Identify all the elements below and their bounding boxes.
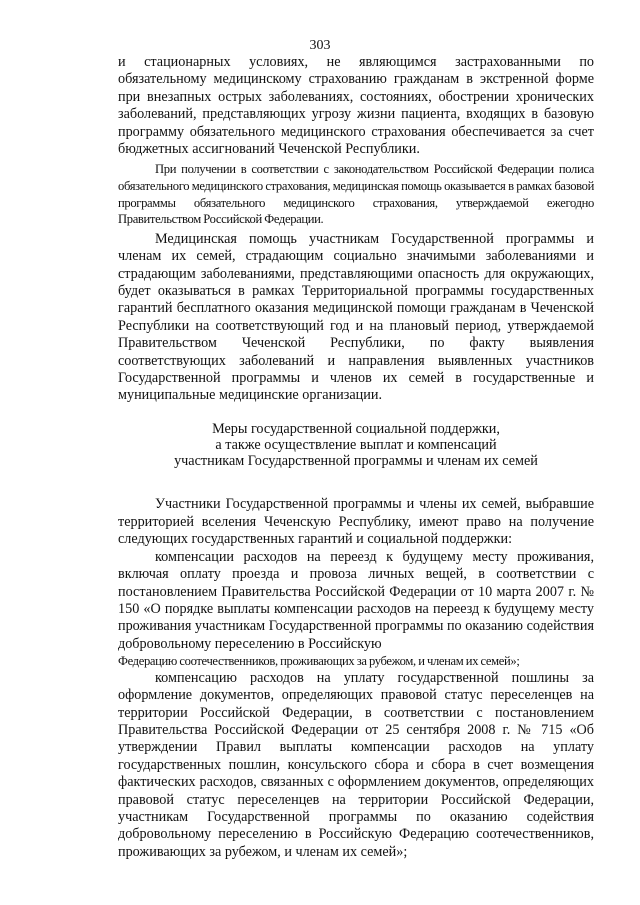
paragraph-3: Медицинская помощь участникам Государственной программы и членам их семей, страдающим социально значимыми заболеваниями и страдающим заболеваниями, представляющими опасность для окружающих, будет оказываться в рамках Территориальной программы государственных гарантий бесплатного оказания медицинской помощи гражданам в Чеченской Республики на соответствующий год и на плановый период, утверждаемой Правительством Чеченской Республики, по факту выявления соответствующих заболеваний и направления выявленных участников Государственной программы и членов их семей в государственные и муниципальные медицинские организации. <box>118 230 594 404</box>
paragraph-5: компенсации расходов на переезд к будущему месту проживания, включая оплату проезда и провоза личных вещей, в соответствии с постановлением Правительства Российской Федерации от 10 марта 2007 г. № 150 «О порядке выплаты компенсации расходов на переезд к будущему месту проживания участникам Государственной программы по оказанию содействия добровольному переселению в Российскую <box>118 548 594 652</box>
paragraph-2: При получении в соответствии с законодательством Российской Федерации полиса обязательного медицинского страхования, медицинская помощь оказывается в рамках базовой программы обязательного медицинского страхования, утверждаемой ежегодно Правительством Российской Федерации. <box>118 162 594 227</box>
section-heading <box>118 421 594 470</box>
paragraph-5-tail: Федерацию соотечественников, проживающих за рубежом, и членам их семей»; <box>118 654 520 669</box>
paragraph-6: компенсацию расходов на уплату государственной пошлины за оформление документов, определяющих правовой статус переселенцев на территории Российской Федерации, в соответствии с постановлением Правительства Российской Федерации от 25 сентября 2008 г. № 715 «Об утверждении Правил выплаты компенсации расходов на уплату государственных пошлин, консульского сбора и сбора в счет возмещения фактических расходов, связанных с оформлением документов, определяющих правовой статус переселенцев на территории Российской Федерации, участникам Государственной программы по оказанию содействия добровольному переселению в Российскую Федерацию соотечественников, проживающих за рубежом, и членам их семей»; <box>118 669 594 860</box>
page-number: 303 <box>309 38 331 53</box>
paragraph-1: и стационарных условиях, не являющимся застрахованными по обязательному медицинскому страхованию гражданам в экстренной форме при внезапных острых заболеваниях, состояниях, обострении хронических заболеваний, представляющих угрозу жизни пациента, входящих в базовую программу обязательного медицинского страхования обеспечивается за счет бюджетных ассигнований Чеченской Республики. <box>118 54 594 158</box>
section-heading-line-1: Меры государственной социальной поддержки, <box>212 420 500 437</box>
section-heading-line-2: а также осуществление выплат и компенсаций <box>215 437 497 454</box>
paragraph-4: Участники Государственной программы и члены их семей, выбравшие территорией вселения Чеченскую Республику, имеют право на получение следующих государственных гарантий и социальной поддержки: <box>118 496 594 548</box>
section-heading-line-3: участникам Государственной программы и членам их семей <box>174 453 538 470</box>
document-body <box>118 54 594 861</box>
